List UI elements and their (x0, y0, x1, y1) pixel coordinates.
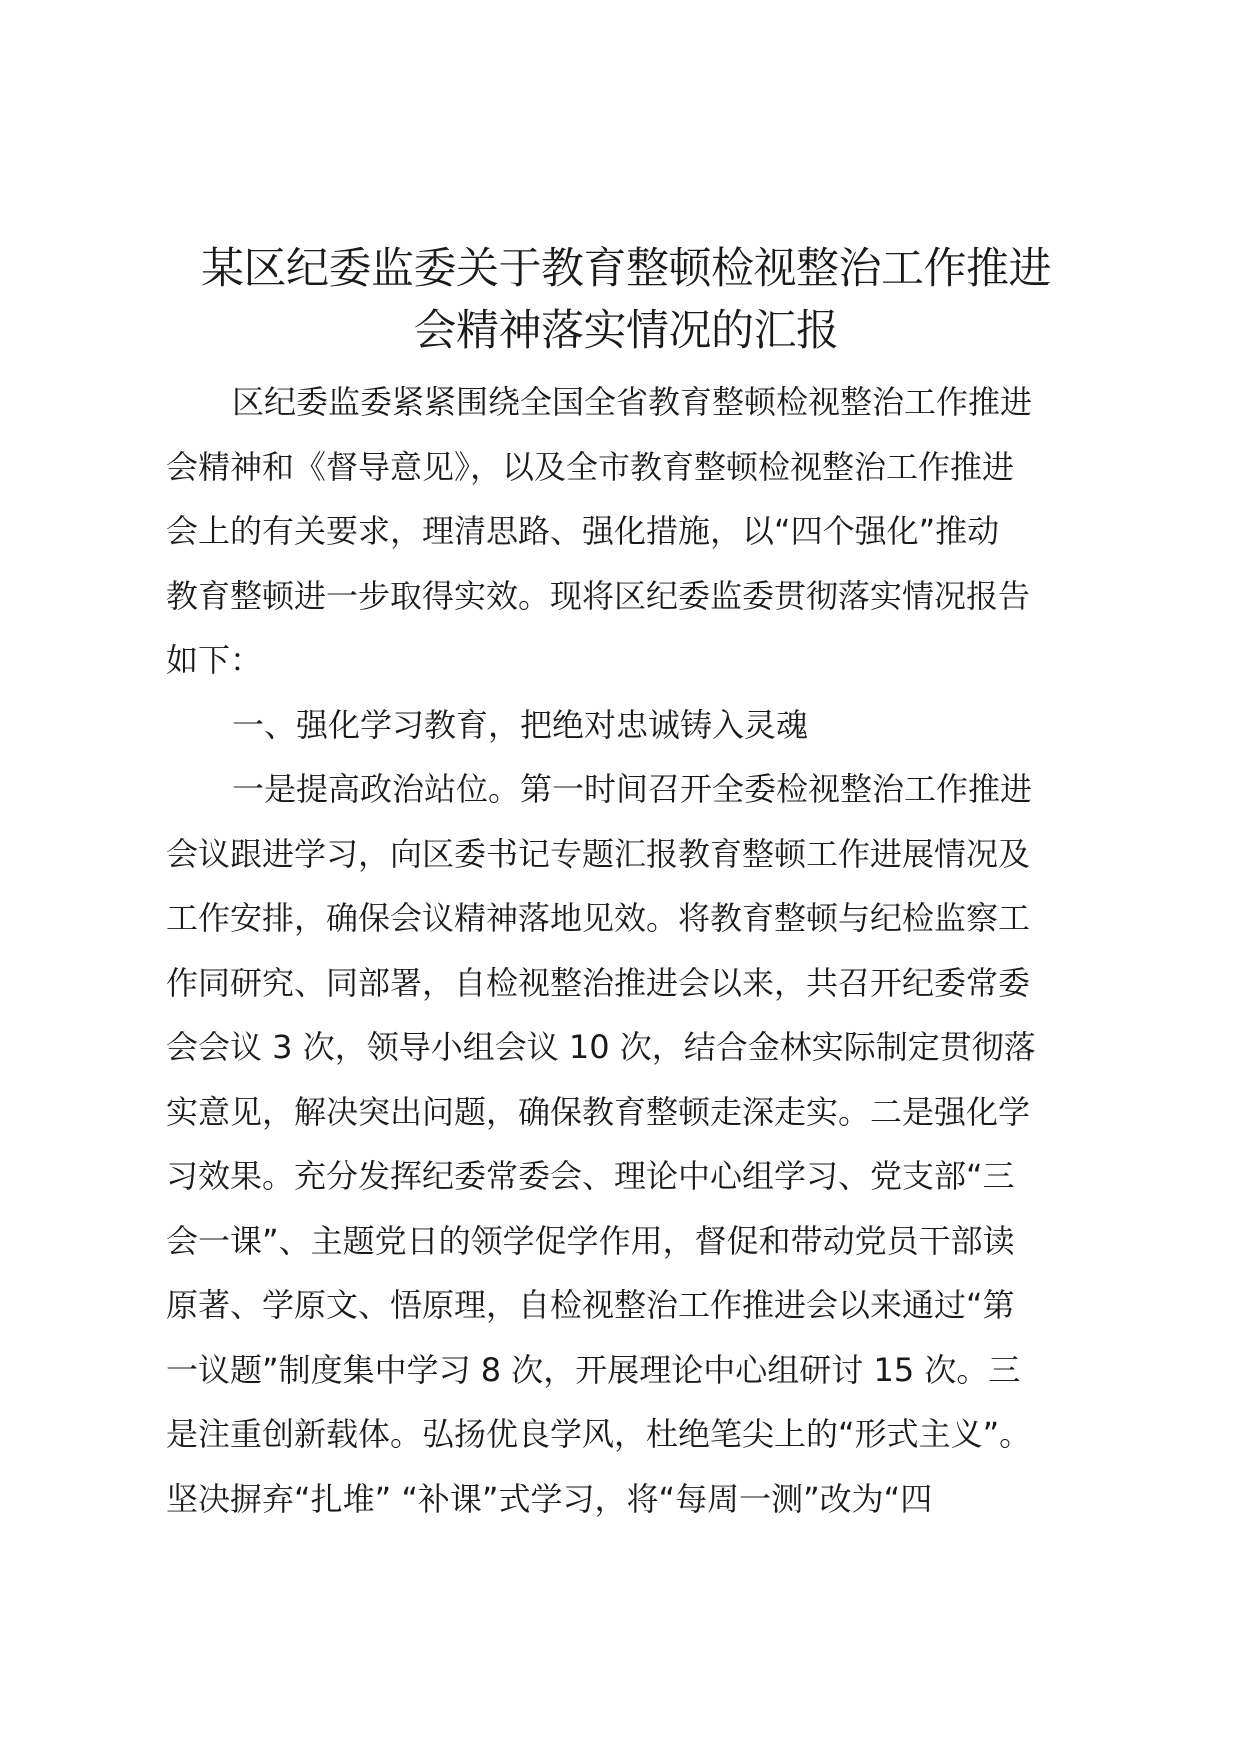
section-paragraph-line: 会一课”、主题党日的领学促学作用，督促和带动党员干部读 (166, 1221, 1015, 1260)
document-page (166, 238, 1086, 1531)
section-paragraph-line: 是注重创新载体。弘扬优良学风，杜绝笔尖上的“形式主义”。 (166, 1415, 1032, 1453)
section-paragraph-line: 习效果。充分发挥纪委常委会、理论中心组学习、党支部“三 (166, 1157, 1015, 1195)
section-paragraph-line: 一议题”制度集中学习 8 次，开展理论中心组研讨 15 次。三 (166, 1350, 1021, 1389)
section-paragraph-line: 会议跟进学习，向区委书记专题汇报教育整顿工作进展情况及 (166, 834, 1031, 873)
section-paragraph-line: 会会议 3 次，领导小组会议 10 次，结合金林实际制定贯彻落 (166, 1028, 1036, 1066)
title-line-1: 某区纪委监委关于教育整顿检视整治工作推进 (201, 244, 1051, 294)
intro-paragraph-line: 如下： (166, 641, 263, 679)
intro-paragraph-line: 教育整顿进一步取得实效。现将区纪委监委贯彻落实情况报告 (166, 576, 1031, 615)
intro-paragraph-line: 会精神和《督导意见》，以及全市教育整顿检视整治工作推进 (166, 447, 1015, 486)
section-paragraph-line: 坚决摒弃“扎堆” “补课”式学习，将“每周一测”改为“四 (166, 1479, 933, 1518)
intro-paragraph-line: 区纪委监委紧紧围绕全国全省教育整顿检视整治工作推进 (232, 383, 1033, 421)
section-paragraph-line: 作同研究、同部署，自检视整治推进会以来，共召开纪委常委 (166, 963, 1031, 1002)
document-body (166, 370, 1086, 1531)
intro-paragraph-line: 会上的有关要求，理清思路、强化措施，以“四个强化”推动 (166, 512, 1000, 550)
document-title (166, 238, 1086, 362)
section-paragraph-line: 工作安排，确保会议精神落地见效。将教育整顿与纪检监察工 (166, 899, 1031, 937)
section-paragraph-line: 一是提高政治站位。第一时间召开全委检视整治工作推进 (232, 770, 1033, 808)
title-line-2: 会精神落实情况的汇报 (413, 306, 839, 356)
section-heading-1: 一、强化学习教育，把绝对忠诚铸入灵魂 (232, 705, 809, 744)
section-paragraph-line: 原著、学原文、悟原理，自检视整治工作推进会以来通过“第 (166, 1286, 1015, 1324)
section-paragraph-line: 实意见，解决突出问题，确保教育整顿走深走实。二是强化学 (166, 1092, 1031, 1131)
